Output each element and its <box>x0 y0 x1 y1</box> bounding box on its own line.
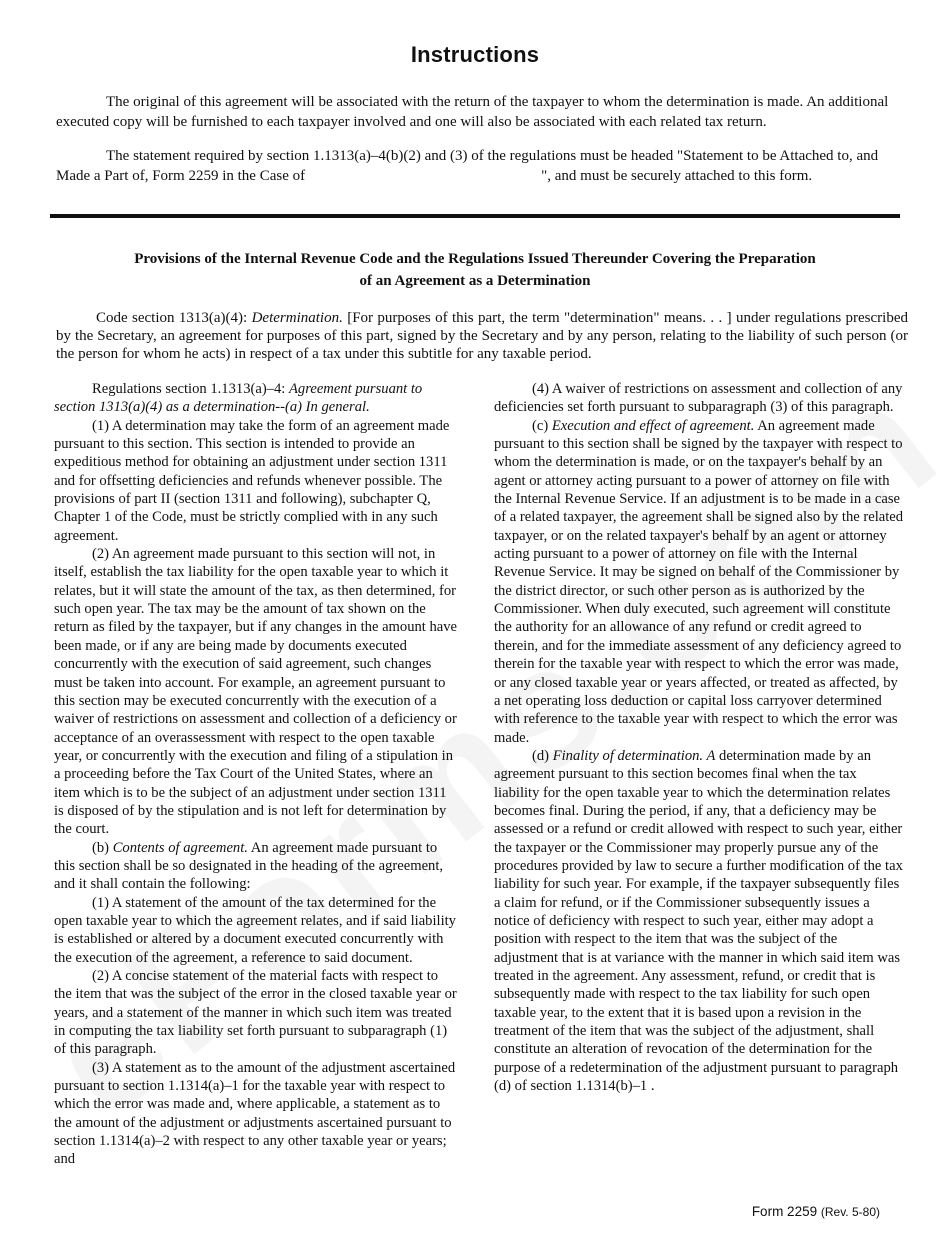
regulation-prefix: Regulations section 1.1313(a)–4: <box>92 381 286 397</box>
form-revision: (Rev. 5-80) <box>820 1205 880 1219</box>
paragraph-a2: (2) An agreement made pursuant to this section will not, in itself, establish the tax liability for the open taxable year to which it relates, but it will state the amount of the tax, as then determined, for such open year. The tax may be the amount of tax shown on the return as filed by the taxpayer, but if any changes in the amount have been made, or if any are being made by documents executed concurrently with the execution of said agreement, such changes must be taken into account. For example, an agreement pursuant to this section may be executed concurrently with the execution of a waiver of restrictions on assessment and collection of a deficiency or acceptance of an overassessment with respect to the open taxable year, or concurrently with the execution and filing of a stipulation in a proceeding before the Tax Court of the United States, where an item which is to be the subject of an adjustment under section 1311 is disposed of by the stipulation and is not left for determination by the court. <box>54 546 458 838</box>
paragraph-b <box>54 839 459 894</box>
form-number: Form 2259 <box>751 1204 818 1219</box>
page-title: Instructions <box>410 42 540 67</box>
intro-p2-text-before: The statement required by section 1.1313(a)–4(b)(2) and (3) of the regulations must be headed "Statement to be Attached to, and Made a Part of, Form 2259 in the Case of <box>56 148 879 184</box>
paragraph-b-title: Contents of agreement. <box>112 839 248 856</box>
provisions-heading-line2: of an Agreement as a Determination <box>359 273 591 289</box>
left-column <box>54 380 459 1169</box>
paragraph-b2: (2) A concise statement of the material facts with respect to the item that was the subject of the error in the closed taxable year or years, and a statement of the manner in which such item was treated in computing the tax liability set forth pursuant to subparagraph (1) of this paragraph. <box>54 968 457 1058</box>
paragraph-b1: (1) A statement of the amount of the tax determined for the open taxable year to which the agreement relates, and if said liability is established or altered by a document executed concurrently with the execution of the agreement, a reference to said document. <box>54 894 456 966</box>
intro-p2-text-after: ", and must be securely attached to this form. <box>541 168 813 184</box>
regulation-heading <box>54 380 459 417</box>
provisions-heading-line1: Provisions of the Internal Revenue Code and the Regulations Issued Thereunder Covering the Preparation <box>134 251 816 267</box>
right-column <box>494 380 904 1095</box>
form-footer <box>752 1204 880 1219</box>
paragraph-b-text: An agreement made pursuant to this section shall be so designated in the heading of the agreement, and it shall contain the following: <box>54 839 444 893</box>
paragraph-a1: (1) A determination may take the form of an agreement made pursuant to this section. This section is intended to provide an expeditious method for obtaining an adjustment under section 1311 and for offsetting deficiencies and refunds whenever possible. The provisions of part II (section 1311 and following), subchapter Q, Chapter 1 of the Code, must be strictly complied with in any such agreement. <box>54 417 450 544</box>
paragraph-b3: (3) A statement as to the amount of the adjustment ascertained pursuant to section 1.1314(a)–1 for the taxable year with respect to which the error was made and, where applicable, a statement as to the amount of the adjustment or adjustments ascertained pursuant to section 1.1314(a)–2 with respect to any other taxable year or years; and <box>54 1059 456 1168</box>
paragraph-d-title: Finality of determination. A <box>552 747 716 764</box>
code-section-text: [For purposes of this part, the term "determination" means. . . ] under regulations prescribed by the Secretary, an agreement for purposes of this part, signed by the Secretary and by any person, relating to the liability of such person (or the person for whom he acts) in respect of a tax under this subtitle for any taxable period. <box>56 310 908 362</box>
code-section-prefix: Code section 1313(a)(4): <box>96 310 248 326</box>
regulation-title: Agreement pursuant to section 1313(a)(4) as a determination--(a) In general. <box>54 381 423 416</box>
paragraph-d-prefix: (d) <box>532 747 550 764</box>
paragraph-d-text: determination made by an agreement pursuant to this section becomes final when the tax liability for the open taxable year to which the determination relates becomes final. During the period, if any, that a deficiency may be assessed or a refund or credit allowed with respect to such year, either the taxpayer or the Commissioner may properly pursue any of the procedures provided by law to secure a further modification of the tax liability for such year. For example, if the taxpayer subsequently files a claim for refund, or if the Commissioner subsequently issues a notice of deficiency with respect to such year, either may adopt a position with respect to the item that was the subject of the adjustment that is at variance with the manner in which said item was treated in the agreement. Any assessment, refund, or credit that is subsequently made with respect to the tax liability for such open taxable year, to the extent that it is based upon a revision in the treatment of the item that was the subject of the adjustment, shall constitute an alteration of revocation of the determination for the purpose of a redetermination of the adjustment pursuant to paragraph (d) of section 1.1314(b)–1 . <box>494 747 903 1095</box>
paragraph-c-text: An agreement made pursuant to this section shall be signed by the taxpayer with respect to whom the determination is made, or on the taxpayer's behalf by an agent or attorney acting pursuant to a power of attorney on file with the Internal Revenue Service. If an adjustment is to be made in a case of a related taxpayer, the agreement shall be signed also by the related taxpayer, or on the related taxpayer's behalf by an agent or attorney acting pursuant to a power of attorney on file with the Internal Revenue Service. It may be signed on behalf of the Commissioner by the district director, or such other person as is authorized by the Commissioner. When duly executed, such agreement will constitute the authority for an allowance of any refund or credit agreed to therein, and for the immediate assessment of any deficiency agreed to therein for the taxable year with respect to which the error was made, or any closed taxable year or years affected, or treated as affected, by a net operating loss deduction or capital loss carryover determined with reference to the taxable year with respect to which the error was made. <box>494 417 904 746</box>
intro-paragraph-1: The original of this agreement will be associated with the return of the taxpayer to whom the determination is made. An additional executed copy will be furnished to each taxpayer involved and one will also be associated with each related tax return. <box>56 94 889 130</box>
intro-paragraph-2 <box>56 146 906 186</box>
paragraph-c-title: Execution and effect of agreement. <box>551 417 755 434</box>
section-divider <box>50 214 900 218</box>
paragraph-b4: (4) A waiver of restrictions on assessment and collection of any deficiencies set forth pursuant to subparagraph (3) of this paragraph. <box>494 381 903 416</box>
provisions-heading <box>70 248 880 292</box>
paragraph-b-prefix: (b) <box>92 839 110 856</box>
code-section-title: Determination. <box>251 310 343 326</box>
paragraph-d <box>494 747 904 1096</box>
code-section-1313 <box>56 309 908 363</box>
paragraph-c <box>494 417 904 747</box>
paragraph-c-prefix: (c) <box>532 417 549 434</box>
